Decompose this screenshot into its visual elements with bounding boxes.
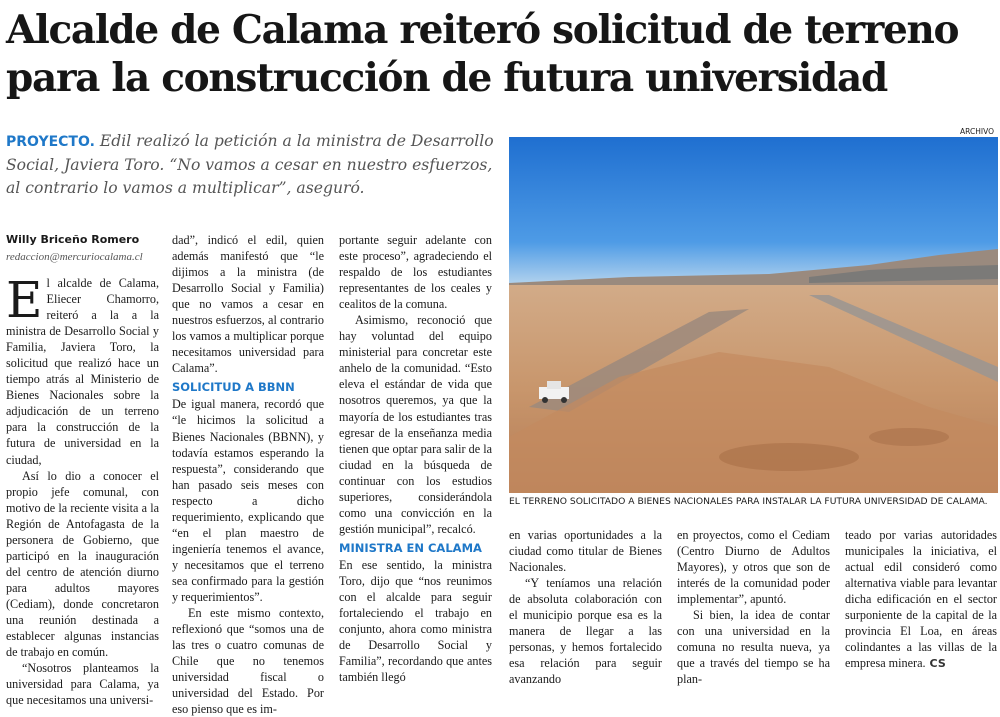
subheading-solicitud: SOLICITUD A BBNN xyxy=(172,380,295,395)
paragraph: en proyectos, como el Cediam (Centro Diurno de Adultos Mayores), y otros que son de interés de la comunidad poder implementar”, apuntó. xyxy=(677,528,830,607)
photo-caption: EL TERRENO SOLICITADO A BIENES NACIONALES PARA INSTALAR LA FUTURA UNIVERSIDAD DE CALAMA. xyxy=(509,496,988,507)
subheading-ministra: MINISTRA EN CALAMA xyxy=(339,540,482,555)
paragraph: Si bien, la idea de contar con una universidad en la comuna no resulta nueva, ya que a través del tiempo se ha plan- xyxy=(677,608,830,687)
column-2 xyxy=(172,232,324,717)
photo-credit: ARCHIVO xyxy=(960,127,994,136)
lead-kicker: PROYECTO. xyxy=(6,134,95,150)
paragraph: En este mismo contexto, reflexionó que “somos una de las tres o cuatro comunas de Chile que no tenemos universidad fiscal o universidad del Estado. Por eso pienso que es im- xyxy=(172,606,324,717)
end-mark: CS xyxy=(929,657,946,671)
column-6 xyxy=(845,527,997,672)
lead-text: Edil realizó la petición a la ministra de Desarrollo Social, Javiera Toro. “No vamos a cesar en nuestro esfuerzos, al contrario lo vamos a multiplicar”, aseguró. xyxy=(6,132,494,197)
paragraph: En ese sentido, la ministra Toro, dijo que “nos reunimos con el alcalde para seguir fortaleciendo el trabajo en conjunto, ahora como ministra de Desarrollo Social y Familia”, recordando que antes también llegó xyxy=(339,557,492,685)
author-email: redaccion@mercuriocalama.cl xyxy=(6,251,143,263)
drop-cap: E xyxy=(6,271,43,329)
desert-terrain-image xyxy=(509,137,998,493)
headline: Alcalde de Calama reiteró solicitud de terreno para la construcción de futura universidad xyxy=(6,7,959,101)
paragraph: “Nosotros planteamos la universidad para Calama, ya que necesitamos una universi- xyxy=(6,661,159,708)
paragraph: El alcalde de Calama, Eliecer Chamorro, reiteró a la a la ministra de Desarrollo Social y Familia, Javiera Toro, la solicitud que realizó hace un tiempo atrás al Ministerio de Bienes Nacionales sobre la adjudicación de un terreno para la construcción de la futura de universidad en la ciudad, xyxy=(6,271,159,467)
column-3 xyxy=(339,232,492,685)
paragraph: Así lo dio a conocer el propio jefe comunal, con motivo de la reciente visita a la Región de Antofagasta de la personera de Gobierno, que participó en la inauguración del centro de atención diurno para adultos mayores (Cediam), donde concretaron una reunión destinada a establecer algunas instancias de trabajo en común. xyxy=(6,468,159,660)
lead-paragraph xyxy=(6,130,498,200)
article-photo xyxy=(509,137,998,493)
paragraph: teado por varias autoridades municipales la iniciativa, el actual edil consideró como alternativa viable para levantar dicha edificación en el sector surponiente de la capital de la provincia El Loa, en áreas colindantes a las villas de la empresa minera. CS xyxy=(845,528,997,671)
paragraph: “Y teníamos una relación de absoluta colaboración con el municipio porque esa es la manera de llegar a las personas, y hemos fortalecido esa relación para seguir avanzando xyxy=(509,576,662,687)
column-1 xyxy=(6,232,159,708)
paragraph: De igual manera, recordó que “le hicimos la solicitud a Bienes Nacionales (BBNN), y todavía estamos esperando la respuesta”, considerando que han pasado seis meses con respecto a dicho requerimiento, explicando que “en el plan maestro de ingeniería tenemos el avance, y necesitamos que el terreno sea confirmado para la gestión y requerimientos”. xyxy=(172,397,324,604)
paragraph: dad”, indicó el edil, quien además manifestó que “le dijimos a la ministra (de Desarrollo Social y Familia) que no vamos a cesar en nuestros esfuerzos, al contrario los vamos a multiplicar porque necesitamos universidad para Calama”. xyxy=(172,233,324,376)
paragraph: en varias oportunidades a la ciudad como titular de Bienes Nacionales. xyxy=(509,528,662,575)
column-5 xyxy=(677,527,830,687)
paragraph: Asimismo, reconoció que hay voluntad del equipo ministerial para concretar este anhelo de la comunidad. “Esto eleva el estándar de vida que nosotros queremos, ya que la mayoría de los estudiantes tras egresar de la enseñanza media tienen que optar para salir de la ciudad en la búsqueda de continuar con los estudios superiores, considerándola como una convicción en la gestión municipal”, recalcó. xyxy=(339,313,492,536)
author-name: Willy Briceño Romero xyxy=(6,233,140,246)
paragraph: portante seguir adelante con este proceso”, agradeciendo el respaldo de los estudiantes representantes de los ceales y cealitos de la comuna. xyxy=(339,233,492,312)
column-4 xyxy=(509,527,662,687)
